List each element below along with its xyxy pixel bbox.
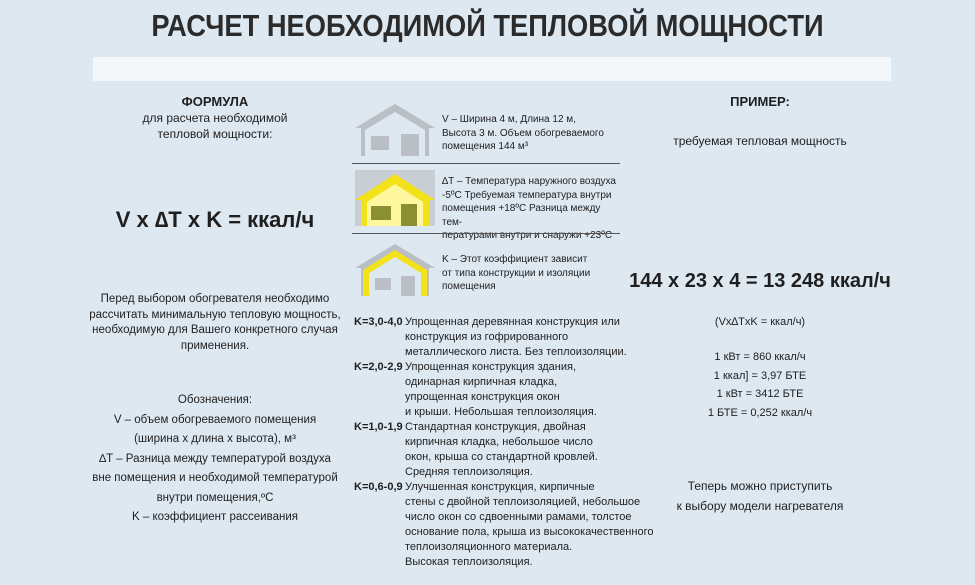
conversion-line: 1 кВт = 3412 БТЕ [716, 388, 804, 400]
description-line: помещения +18ºС Разница между тем- [442, 203, 601, 228]
coefficient-list [354, 315, 654, 570]
coefficient-line: Упрощенная конструкция здания, [405, 361, 577, 373]
formula-subtitle-1: для расчета необходимой [142, 111, 288, 125]
legend-line: K – коэффициент рассеивания [132, 511, 298, 523]
coefficient-line: Улучшенная конструкция, кирпичные [405, 481, 595, 493]
legend-line: вне помещения и необходимой температурой [92, 472, 338, 484]
coefficient-line: кирпичная кладка, небольшое число [405, 436, 593, 448]
description-line: помещения 144 м³ [442, 141, 529, 152]
formula-subtitle-2: тепловой мощности: [157, 127, 273, 141]
legend-line: V – объем обогреваемого помещения [113, 413, 317, 426]
coefficient-line: Стандартная конструкция, двойная [405, 421, 586, 433]
coefficient-line: стены с двойной теплоизоляцией, небольшое [405, 496, 641, 508]
legend-line: внутри помещения,ºС [156, 491, 274, 504]
description-line: помещения [442, 281, 496, 292]
coefficient-line: и крыши. Небольшая теплоизоляция. [405, 406, 597, 418]
coefficient-item [354, 315, 654, 360]
intro-line: необходимую для Вашего конкретного случая [92, 324, 338, 336]
example-formula-small: (Vx∆TxK = ккал/ч) [714, 316, 806, 328]
coefficient-value: K=1,0-1,9 [354, 421, 403, 433]
page-title: РАСЧЕТ НЕОБХОДИМОЙ ТЕПЛОВОЙ МОЩНОСТИ [151, 8, 824, 43]
formula-heading: ФОРМУЛА [181, 94, 249, 109]
conversion-line: 1 кВт = 860 ккал/ч [714, 351, 806, 363]
description-line: ∆T – Температура наружного воздуха [442, 176, 616, 187]
header-band [93, 57, 891, 81]
intro-line: применения. [180, 339, 250, 352]
description-line: V – Ширина 4 м, Длина 12 м, [442, 114, 576, 125]
outro-line: к выбору модели нагревателя [676, 499, 844, 513]
legend-line: ∆T – Разница между температурой воздуха [99, 452, 331, 465]
insulation-description [442, 253, 622, 294]
example-heading: ПРИМЕР: [730, 94, 790, 109]
formula-heading-block [70, 94, 360, 142]
main-formula: V x ∆T x K = ккал/ч [115, 207, 315, 232]
coefficient-item [354, 360, 654, 420]
coefficient-line: теплоизоляционного материала. [405, 541, 573, 553]
coefficient-line: Средняя теплоизоляция. [405, 466, 533, 478]
outro [620, 476, 900, 516]
intro-line: рассчитать минимальную тепловую мощность, [89, 308, 341, 321]
coefficient-value: K=2,0-2,9 [354, 361, 403, 373]
coefficient-line: конструкция из гофрированного [405, 331, 569, 343]
description-line: K – Этот коэффициент зависит [442, 254, 588, 265]
example-subtitle: требуемая тепловая мощность [673, 134, 847, 148]
example-formula: 144 x 23 x 4 = 13 248 ккал/ч [629, 270, 891, 292]
coefficient-line: Высокая теплоизоляция. [405, 556, 533, 568]
coefficient-item [354, 420, 654, 480]
house-insulation-icon [355, 240, 435, 296]
coefficient-line: Упрощенная деревянная конструкция или [405, 316, 620, 328]
coefficient-line: одинарная кирпичная кладка, [405, 376, 558, 388]
coefficient-line: упрощенная конструкция окон [405, 391, 560, 403]
description-line: Высота 3 м. Объем обогреваемого [442, 127, 604, 139]
intro-line: Перед выбором обогревателя необходимо [100, 293, 330, 305]
outro-line: Теперь можно приступить [687, 479, 833, 493]
coefficient-line: число окон со сдвоенными рамами, толстое [405, 511, 632, 523]
description-line: -5ºС Требуемая температура внутри [442, 189, 612, 201]
coefficient-line: основание пола, крыша из высококачественного [405, 526, 654, 538]
description-line: пературами внутри и снаружи +23ºС [442, 230, 613, 241]
coefficient-line: металлического листа. Без теплоизоляции. [405, 346, 627, 358]
coefficient-value: K=0,6-0,9 [354, 481, 403, 493]
coefficient-item [354, 480, 654, 570]
house-temperature-icon [355, 170, 435, 226]
coefficient-value: K=3,0-4,0 [354, 316, 403, 328]
legend-line: (ширина х длина х высота), м³ [134, 433, 296, 445]
legend [70, 391, 360, 528]
legend-title: Обозначения: [177, 394, 253, 406]
volume-description [442, 113, 622, 154]
house-volume-icon [355, 100, 435, 156]
conversion-line: 1 ккал] = 3,97 БТЕ [713, 369, 807, 382]
conversion-line: 1 БТЕ = 0,252 ккал/ч [707, 406, 813, 419]
coefficient-line: окон, крыша со стандартной кровлей. [405, 451, 598, 463]
conversions [620, 348, 900, 422]
intro-text [70, 292, 360, 354]
divider [352, 163, 620, 164]
description-line: от типа конструкции и изоляции [442, 267, 591, 279]
divider [352, 233, 620, 234]
